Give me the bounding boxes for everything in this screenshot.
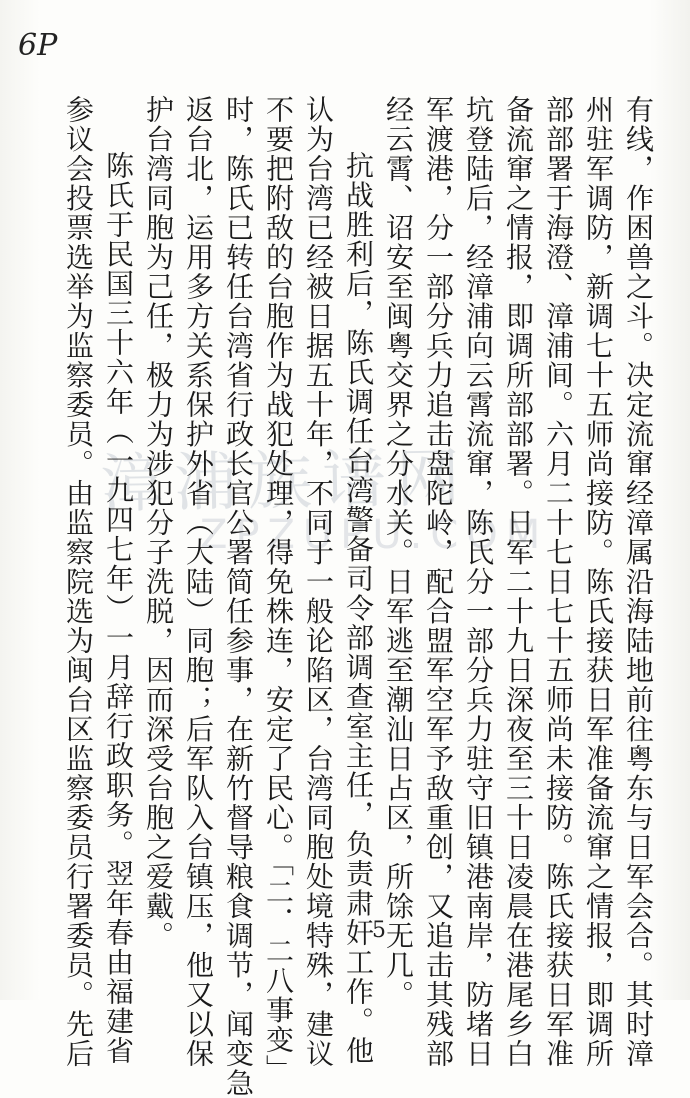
text-column: 不要把附敌的台胞作为战犯处理，得免株连，安定了民心。「二．二八事变」 (262, 95, 295, 1084)
handwritten-page-mark: 6P (18, 28, 58, 63)
text-column: 抗战胜利后，陈氏调任台湾警备司令部调查室主任，负责肃奸工作。他 (342, 151, 375, 1066)
text-column: 有线，作困兽之斗。决定流窜经漳属沿海陆地前往粤东与日军会合。其时漳 (622, 95, 655, 1069)
watermark-url: ZPZUPU.COM (200, 512, 549, 558)
text-column: 陈氏于民国三十六年（一九四七年）一月辞行政职务。翌年春由福建省 (102, 151, 135, 1066)
text-column: 时，陈氏已转任台湾省行政长官公署简任参事，在新竹督导粮食调节，闻变急 (222, 95, 255, 1098)
text-column: 护台湾同胞为己任，极力为涉犯分子洗脱，因而深受台胞之爱戴。 (142, 95, 175, 951)
text-column: 备流窜之情报，即调所部部署。日军二十九日深夜至三十日凌晨在港尾乡白 (502, 95, 535, 1069)
text-column: 返台北，运用多方关系保护外省（大陆）同胞；后军队入台镇压，他又以保 (182, 95, 215, 1069)
text-column: 坑登陆后，经漳浦向云霄流窜，陈氏分一部分兵力驻守旧镇港南岸，防堵日 (462, 95, 495, 1069)
text-column: 经云霄、诏安至闽粤交界之分水关。日军逃至潮汕日占区，所馀无几。 (382, 95, 415, 1010)
page-number: 5 (372, 918, 386, 943)
vertical-text-body (62, 95, 658, 1098)
text-column: 认为台湾已经被日据五十年，不同于一般论陷区，台湾同胞处境特殊，建议 (302, 95, 335, 1069)
watermark-text: 漳浦族谱网 (99, 441, 471, 523)
text-column: 部部署于海澄、漳浦间。六月二十七日七十五师尚未接防。陈氏接获日军准 (542, 95, 575, 1069)
text-column: 参议会投票选举为监察委员。由监察院选为闽台区监察委员行署委员。先后 (62, 95, 95, 1069)
text-column: 州驻军调防，新调七十五师尚接防。陈氏接获日军准备流窜之情报，即调所 (582, 95, 615, 1069)
text-column: 军渡港，分一部分兵力追击盘陀岭，配合盟军空军予敌重创，又追击其残部 (422, 95, 455, 1069)
